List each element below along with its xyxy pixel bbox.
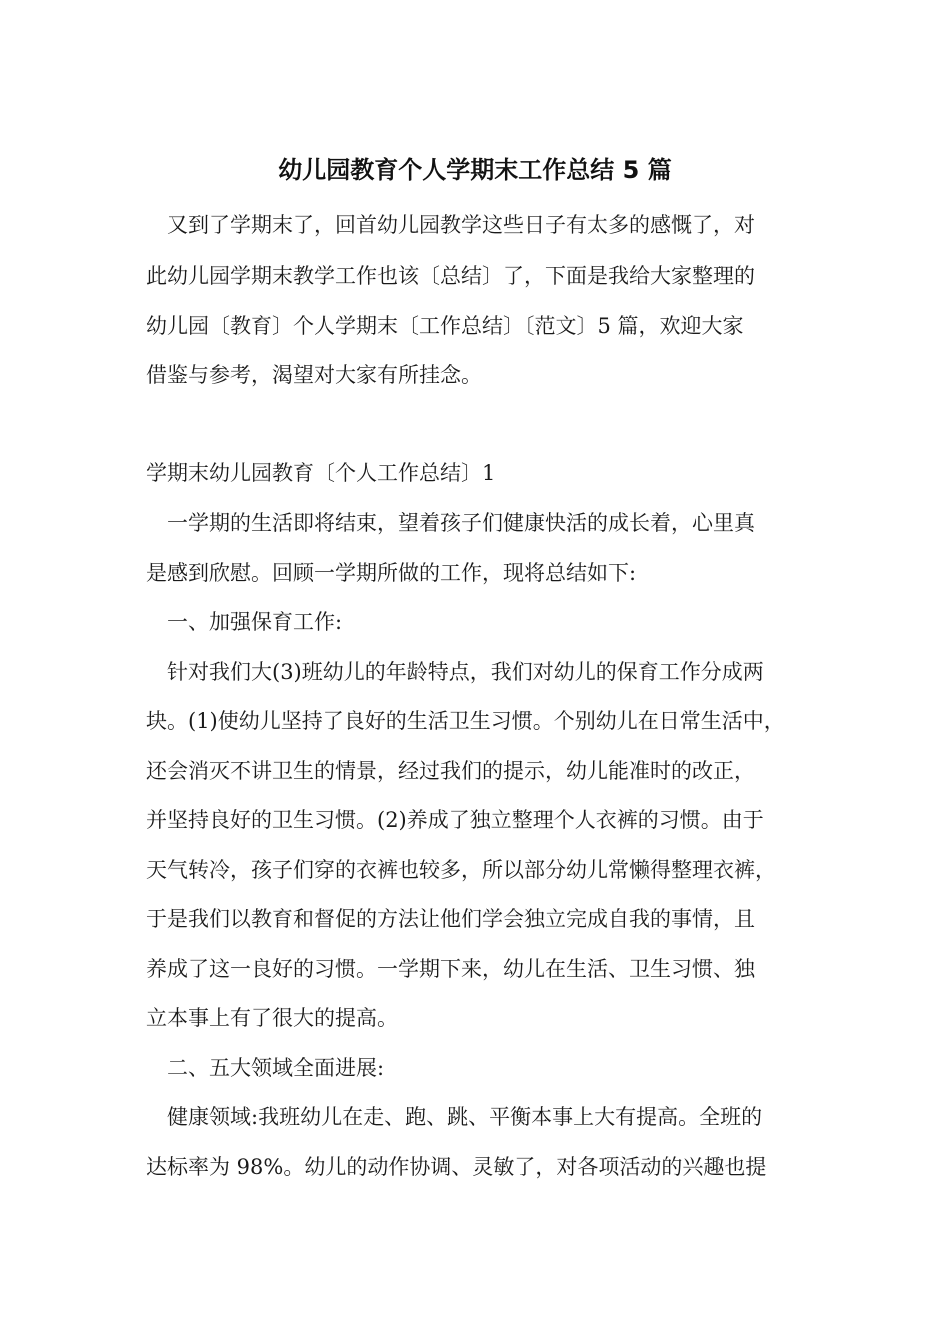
body-line-3: 一、加强保育工作:: [146, 610, 343, 634]
intro-line-4: 借鉴与参考，渴望对大家有所挂念。: [146, 363, 482, 387]
body-line-7: 并坚持良好的卫生习惯。(2)养成了独立整理个人衣裤的习惯。由于: [146, 808, 764, 832]
body-line-10: 养成了这一良好的习惯。一学期下来，幼儿在生活、卫生习惯、独: [146, 957, 755, 981]
body-line-8: 天气转冷，孩子们穿的衣裤也较多，所以部分幼儿常懒得整理衣裤，: [146, 858, 776, 882]
body-line-14: 达标率为 98%。幼儿的动作协调、灵敏了，对各项活动的兴趣也提: [146, 1155, 767, 1179]
intro-line-1: 又到了学期末了，回首幼儿园教学这些日子有太多的感慨了，对: [146, 213, 755, 237]
body-line-11: 立本事上有了很大的提高。: [146, 1006, 398, 1030]
body-line-4: 针对我们大(3)班幼儿的年龄特点，我们对幼儿的保育工作分成两: [146, 660, 764, 684]
body-line-5: 块。(1)使幼儿坚持了良好的生活卫生习惯。个别幼儿在日常生活中，: [146, 709, 785, 733]
body-line-6: 还会消灭不讲卫生的情景，经过我们的提示，幼儿能准时的改正，: [146, 759, 755, 783]
body-line-2: 是感到欣慰。回顾一学期所做的工作，现将总结如下:: [146, 561, 637, 585]
body-line-12: 二、五大领域全面进展:: [146, 1056, 385, 1080]
body-line-1: 一学期的生活即将结束，望着孩子们健康快活的成长着，心里真: [146, 511, 755, 535]
body-line-9: 于是我们以教育和督促的方法让他们学会独立完成自我的事情，且: [146, 907, 755, 931]
section-heading: 学期末幼儿园教育〔个人工作总结〕1: [146, 461, 496, 485]
document-title: 幼儿园教育个人学期末工作总结 5 篇: [278, 156, 672, 184]
intro-line-2: 此幼儿园学期末教学工作也该〔总结〕了，下面是我给大家整理的: [146, 264, 755, 288]
intro-line-3: 幼儿园〔教育〕个人学期末〔工作总结〕〔范文〕5 篇，欢迎大家: [146, 314, 744, 338]
body-line-13: 健康领域:我班幼儿在走、跑、跳、平衡本事上大有提高。全班的: [146, 1105, 763, 1129]
